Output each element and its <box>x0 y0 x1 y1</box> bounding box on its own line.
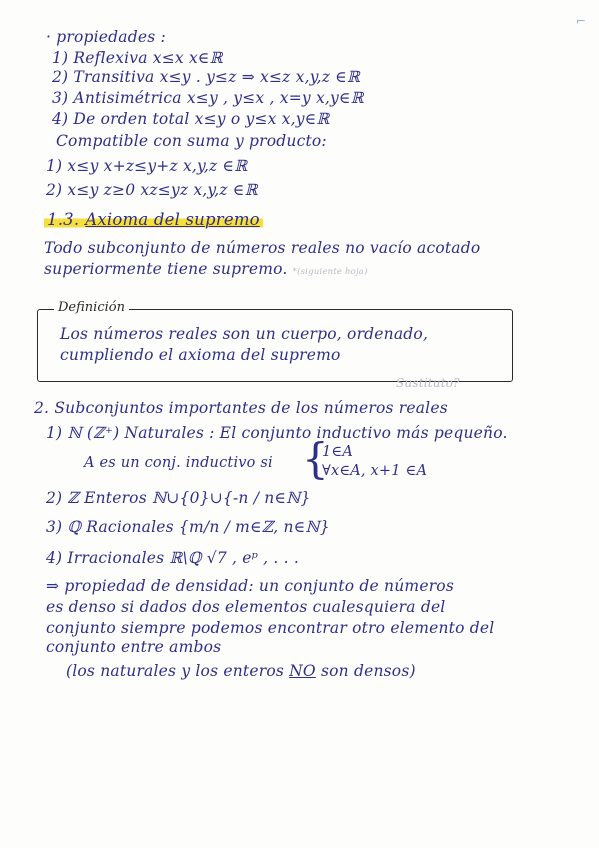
property-reflexiva: 1) Reflexiva x≤x x∈ℝ <box>52 49 223 67</box>
definition-pencil-note: Sustituto? <box>396 376 460 390</box>
integers-line: 2) ℤ Enteros ℕ∪{0}∪{-n / n∈ℕ} <box>46 489 311 507</box>
closing-post: son densos) <box>315 662 416 680</box>
compatible-suma: 1) x≤y x+z≤y+z x,y,z ∈ℝ <box>46 157 248 175</box>
irrationals-line: 4) Irracionales ℝ\ℚ √7 , eᵖ , . . . <box>46 549 300 567</box>
density-closing <box>66 662 416 680</box>
supremo-text-line2 <box>44 260 368 281</box>
section-1-3-heading <box>44 211 263 229</box>
inductive-brace: { <box>302 434 329 483</box>
compatible-title: Compatible con suma y producto: <box>56 132 327 150</box>
closing-pre: (los naturales y los enteros <box>66 662 290 680</box>
density-line2: es denso si dados dos elementos cualesquiera del <box>46 598 446 616</box>
inductive-cond2: ∀x∈A, x+1 ∈A <box>322 463 428 479</box>
section-1-3-title: Axioma del supremo <box>82 210 263 229</box>
section-1-3-number: 1.3. <box>44 210 82 229</box>
property-orden-total: 4) De orden total x≤y o y≤x x,y∈ℝ <box>52 110 330 128</box>
supremo-pencil-note: *(siguiente hoja) <box>292 267 368 277</box>
density-line1: ⇒ propiedad de densidad: un conjunto de números <box>46 577 454 595</box>
rationals-line: 3) ℚ Racionales {m/n / m∈ℤ, n∈ℕ} <box>46 518 330 536</box>
inductive-cond1: 1∈A <box>322 444 354 460</box>
supremo-text-line1: Todo subconjunto de números reales no vacío acotado <box>44 239 481 257</box>
properties-title: · propiedades : <box>46 28 166 46</box>
closing-no: NO <box>289 662 316 680</box>
compatible-producto: 2) x≤y z≥0 xz≤yz x,y,z ∈ℝ <box>46 181 258 199</box>
definition-line1: Los números reales son un cuerpo, ordenado, <box>60 325 429 343</box>
density-line4: conjunto entre ambos <box>46 638 222 656</box>
section-2-title: 2. Subconjuntos importantes de los números reales <box>34 399 448 417</box>
inductive-intro: A es un conj. inductivo si <box>84 455 273 471</box>
property-transitiva: 2) Transitiva x≤y . y≤z ⇒ x≤z x,y,z ∈ℝ <box>52 68 361 86</box>
supremo-text-line2-main: superiormente tiene supremo. <box>44 260 288 278</box>
definition-line2: cumpliendo el axioma del supremo <box>60 346 341 364</box>
naturals-line: 1) ℕ (ℤ⁺) Naturales : El conjunto inductivo más pequeño. <box>46 424 508 442</box>
property-antisimetrica: 3) Antisimétrica x≤y , y≤x , x=y x,y∈ℝ <box>52 89 364 107</box>
corner-mark: ⌐ <box>576 14 587 28</box>
definition-label: Definición <box>54 300 129 316</box>
density-line3: conjunto siempre podemos encontrar otro elemento del <box>46 619 495 637</box>
